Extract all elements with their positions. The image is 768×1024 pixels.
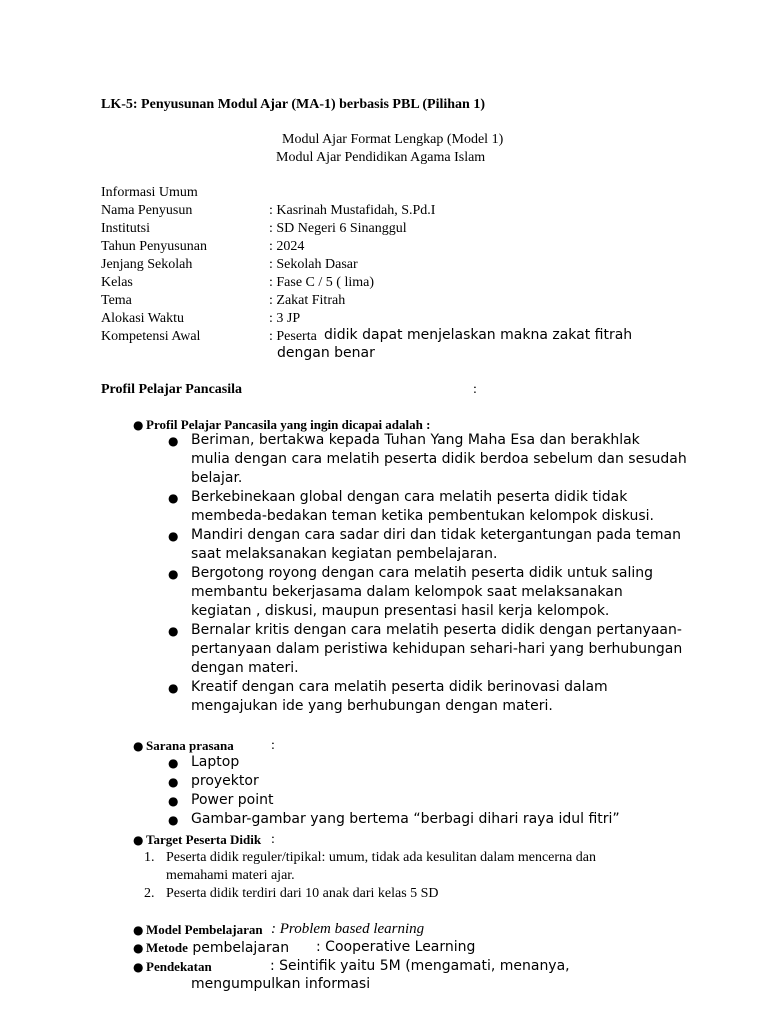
- model-label: Model Pembelajaran: [146, 922, 263, 937]
- info-heading: Informasi Umum: [101, 185, 198, 200]
- bullet-icon: ●: [168, 775, 179, 789]
- list-item: Beriman, bertakwa kepada Tuhan Yang Maha Esa dan berakhlak: [191, 432, 640, 448]
- list-item: Berkebinekaan global dengan cara melatih peserta didik tidak: [191, 489, 628, 505]
- bullet-icon: ●: [168, 624, 179, 638]
- list-item: Kreatif dengan cara melatih peserta didik berinovasi dalam: [191, 679, 608, 695]
- subtitle-format: Modul Ajar Format Lengkap (Model 1): [282, 132, 504, 147]
- profil-bullet-heading: Profil Pelajar Pancasila yang ingin dicapai adalah :: [146, 417, 431, 432]
- info-label: Tema: [101, 293, 132, 308]
- sarana-label: Sarana prasana: [146, 738, 234, 753]
- bullet-icon: ●: [168, 756, 179, 770]
- list-item: saat melaksanakan kegiatan pembelajaran.: [191, 546, 498, 562]
- info-label: Jenjang Sekolah: [101, 257, 193, 272]
- target-colon: :: [271, 832, 275, 847]
- list-item: membantu bekerjasama dalam kelompok saat melaksanakan: [191, 584, 623, 600]
- kompetensi-prefix: : Peserta: [269, 329, 317, 344]
- list-number: 2.: [144, 886, 155, 901]
- list-item: Peserta didik reguler/tipikal: umum, tidak ada kesulitan dalam mencerna dan: [166, 850, 596, 865]
- model-value: : Problem based learning: [271, 921, 425, 937]
- bullet-icon: ●: [133, 418, 144, 432]
- metode-label: [146, 939, 289, 957]
- target-label: Target Peserta Didik: [146, 832, 262, 847]
- list-item: Power point: [191, 792, 274, 808]
- info-value: : 2024: [269, 239, 305, 254]
- profil-heading: Profil Pelajar Pancasila: [101, 382, 243, 397]
- info-label: Alokasi Waktu: [101, 311, 184, 326]
- bullet-icon: ●: [133, 960, 144, 974]
- list-item: Bergotong royong dengan cara melatih peserta didik untuk saling: [191, 565, 654, 581]
- bullet-icon: ●: [168, 434, 179, 448]
- pendekatan-value: : Seintifik yaitu 5M (mengamati, menanya,: [270, 958, 570, 974]
- bullet-icon: ●: [168, 491, 179, 505]
- list-item: mulia dengan cara melatih peserta didik berdoa sebelum dan sesudah: [191, 451, 687, 467]
- bullet-icon: ●: [133, 941, 144, 955]
- info-label: Tahun Penyusunan: [101, 239, 207, 254]
- bullet-icon: ●: [133, 923, 144, 937]
- info-value: : 3 JP: [269, 311, 301, 326]
- kompetensi-text: didik dapat menjelaskan makna zakat fitrah: [324, 327, 633, 343]
- bullet-icon: ●: [133, 833, 144, 847]
- info-value: : Fase C / 5 ( lima): [269, 275, 374, 290]
- list-item: membeda-bedakan teman ketika pembentukan kelompok diskusi.: [191, 508, 654, 524]
- list-item: belajar.: [191, 470, 243, 486]
- bullet-icon: ●: [133, 739, 144, 753]
- kompetensi-label: Kompetensi Awal: [101, 329, 201, 344]
- bullet-icon: ●: [168, 813, 179, 827]
- pendekatan-label: Pendekatan: [146, 959, 212, 974]
- profil-colon: :: [473, 382, 477, 397]
- metode-label-rest: pembelajaran: [187, 940, 290, 956]
- list-item: Peserta didik terdiri dari 10 anak dari kelas 5 SD: [166, 886, 439, 901]
- document-title: LK-5: Penyusunan Modul Ajar (MA-1) berbasis PBL (Pilihan 1): [101, 97, 486, 112]
- sarana-colon: :: [271, 738, 275, 753]
- list-item: Mandiri dengan cara sadar diri dan tidak ketergantungan pada teman: [191, 527, 682, 543]
- list-item: kegiatan , diskusi, maupun presentasi hasil kerja kelompok.: [191, 603, 610, 619]
- list-item: mengajukan ide yang berhubungan dengan materi.: [191, 698, 553, 714]
- info-value: : Kasrinah Mustafidah, S.Pd.I: [269, 203, 436, 218]
- bullet-icon: ●: [168, 681, 179, 695]
- list-item: Bernalar kritis dengan cara melatih peserta didik dengan pertanyaan-: [191, 622, 682, 638]
- pendekatan-value: mengumpulkan informasi: [191, 976, 371, 992]
- list-item: dengan materi.: [191, 660, 299, 676]
- bullet-icon: ●: [168, 529, 179, 543]
- metode-label-bold: Metode: [146, 940, 188, 955]
- list-item: memahami materi ajar.: [166, 868, 295, 883]
- list-number: 1.: [144, 850, 155, 865]
- info-label: Institutsi: [101, 221, 151, 236]
- kompetensi-text: dengan benar: [277, 345, 375, 361]
- bullet-icon: ●: [168, 567, 179, 581]
- bullet-icon: ●: [168, 794, 179, 808]
- info-label: Kelas: [101, 275, 133, 290]
- info-label: Nama Penyusun: [101, 203, 193, 218]
- list-item: proyektor: [191, 773, 259, 789]
- metode-value: : Cooperative Learning: [316, 939, 476, 955]
- info-value: : Zakat Fitrah: [269, 293, 346, 308]
- list-item: Gambar-gambar yang bertema “berbagi dihari raya idul fitri”: [191, 811, 620, 827]
- list-item: pertanyaan dalam peristiwa kehidupan sehari-hari yang berhubungan: [191, 641, 683, 657]
- list-item: Laptop: [191, 754, 240, 770]
- info-value: : SD Negeri 6 Sinanggul: [269, 221, 407, 236]
- info-value: : Sekolah Dasar: [269, 257, 358, 272]
- subtitle-subject: Modul Ajar Pendidikan Agama Islam: [276, 150, 486, 165]
